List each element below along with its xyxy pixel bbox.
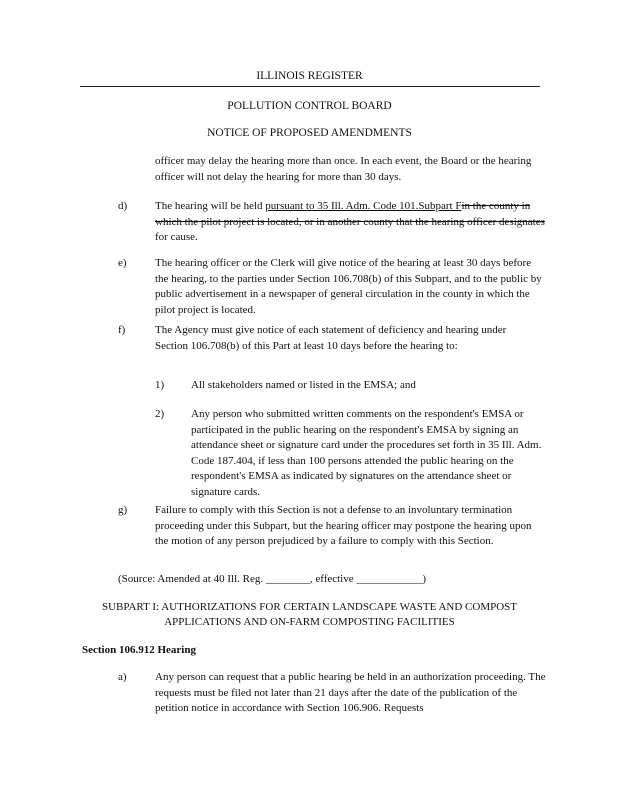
item-d-text-1: The hearing will be held [155,200,266,212]
item-f-2-label: 2) [155,408,165,420]
item-f-label: f) [118,324,126,336]
item-a-paragraph: Any person can request that a public hearing be held in an authorization proceeding. The requests must be filed not later than 21 days after the date of the publication of the petition notice in accordance with Section 106.906. Requests [155,671,546,714]
item-f-paragraph: The Agency must give notice of each statement of deficiency and hearing under Section 106.708(b) of this Part at least 10 days before the hearing to: [155,324,507,352]
item-d-paragraph [155,199,545,246]
board-title: POLLUTION CONTROL BOARD [227,100,392,112]
item-d-deleted-text: in the county in which the pilot project is located, or in another county that the hearing officer designates [155,200,545,228]
item-f-2-paragraph: Any person who submitted written comments on the respondent's EMSA or participated in the public hearing on the respondent's EMSA by signing an attendance sheet or signature card under the procedures set forth in 35 Ill. Adm. Code 187.404, if less than 100 persons attended the public hearing on the respondent's EMSA as indicated by signatures on the attendance sheet or signature cards. [191,408,542,498]
item-f-1-paragraph: All stakeholders named or listed in the EMSA; and [191,379,416,391]
source-note: (Source: Amended at 40 Ill. Reg. ________, effective ____________) [118,573,427,585]
header-rule [80,86,540,87]
register-title: ILLINOIS REGISTER [256,70,363,82]
item-d-label: d) [118,200,128,212]
subpart-heading-line-2: APPLICATIONS AND ON-FARM COMPOSTING FACILITIES [164,616,455,628]
item-f-1-label: 1) [155,379,165,391]
item-e-paragraph: The hearing officer or the Clerk will give notice of the hearing at least 30 days before the hearing, to the parties under Section 106.708(b) of this Subpart, and to the public by public advertisement in a newspaper of general circulation in the county in which the pilot project is located. [155,257,542,316]
subpart-heading-line-1: SUBPART I: AUTHORIZATIONS FOR CERTAIN LANDSCAPE WASTE AND COMPOST [101,601,518,613]
section-heading: Section 106.912 Hearing [82,644,196,656]
continuation-paragraph: officer may delay the hearing more than once. In each event, the Board or the hearing officer will not delay the hearing for more than 30 days. [155,155,532,183]
item-g-paragraph: Failure to comply with this Section is not a defense to an involuntary termination proceeding under this Subpart, but the hearing officer may postpone the hearing upon the motion of any person prejudiced by a failure to comply with this Section. [155,504,532,547]
notice-title: NOTICE OF PROPOSED AMENDMENTS [207,127,412,139]
item-g-label: g) [118,504,128,516]
item-d-text-2: for cause. [155,231,198,243]
item-a-label: a) [118,671,127,683]
item-e-label: e) [118,257,127,269]
item-d-inserted-text: pursuant to 35 Ill. Adm. Code 101.Subpart F [265,200,462,212]
